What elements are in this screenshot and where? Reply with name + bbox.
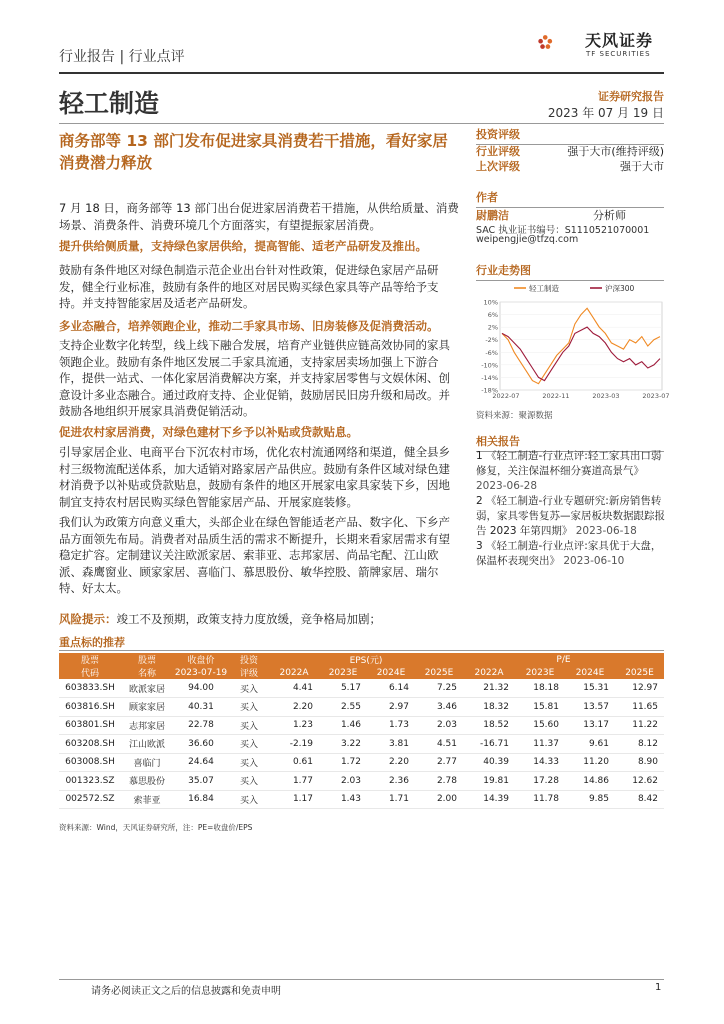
table-row <box>59 772 664 791</box>
logo-english: TF SECURITIES <box>586 50 651 58</box>
chart-series-line <box>502 327 660 381</box>
section-paragraph-1: 鼓励有条件地区对绿色制造示范企业出台针对性政策，促进绿色家居产品研发，健全行业标准，鼓励有条件的地区对居民购买绿色家具等产品等给予支持。并支持智能家居及适老产品研发。 <box>59 263 439 310</box>
table-cell: 11.20 <box>565 753 615 772</box>
chart-source: 资料来源：聚源数据 <box>476 411 553 421</box>
table-cell: 603008.SH <box>59 753 121 772</box>
chart-legend-label: 沪深300 <box>605 284 635 293</box>
table-cell: 2.97 <box>367 698 415 717</box>
chart-y-tick-label: -18% <box>481 386 498 395</box>
table-cell: 603816.SH <box>59 698 121 717</box>
table-cell: 1.71 <box>367 790 415 809</box>
table-cell: 603801.SH <box>59 716 121 735</box>
chart-x-tick-label: 2022-11 <box>542 392 570 400</box>
logo-name: 天风证券 <box>585 31 654 50</box>
th-pe: P/E <box>463 653 664 666</box>
table-cell: 买入 <box>229 790 269 809</box>
chart-x-tick-label: 2023-03 <box>592 392 620 400</box>
related-report-2[interactable] <box>476 494 666 539</box>
chart-y-tick-label: 2% <box>487 323 498 332</box>
chart-y-tick-label: -10% <box>481 361 498 370</box>
table-cell: 顾家家居 <box>121 698 173 717</box>
th-sub-3: 评级 <box>229 666 269 679</box>
report-date: 2023 年 07 月 19 日 <box>547 106 664 120</box>
table-cell: -16.71 <box>463 735 515 754</box>
chart-y-tick-label: -14% <box>481 373 498 382</box>
section-heading-2: 多业态融合，培养领跑企业，推动二手家具市场、旧房装修及促消费活动。 <box>59 319 439 333</box>
tf-logo-icon <box>536 18 586 66</box>
chart-series-line <box>502 308 660 383</box>
th-sub-10: 2024E <box>565 666 615 679</box>
table-cell: 603208.SH <box>59 735 121 754</box>
table-cell: 欧派家居 <box>121 679 173 698</box>
author-row <box>476 207 626 223</box>
table-row <box>59 698 664 717</box>
table-cell: 1.46 <box>319 716 367 735</box>
th-rating: 投资 <box>229 653 269 666</box>
risk-warning <box>59 611 381 627</box>
chart-y-tick-label: -2% <box>485 336 498 345</box>
th-sub-7: 2025E <box>415 666 463 679</box>
footer-divider <box>59 979 664 980</box>
trend-title: 行业走势图 <box>476 262 664 281</box>
table-cell: 16.84 <box>173 790 229 809</box>
table-cell: 买入 <box>229 735 269 754</box>
chart-y-tick-label: 10% <box>483 298 498 307</box>
table-cell: 8.12 <box>615 735 664 754</box>
table-cell: 2.00 <box>415 790 463 809</box>
chart-legend-label: 轻工制造 <box>529 284 559 293</box>
th-sub-1: 名称 <box>121 666 173 679</box>
table-cell: 14.39 <box>463 790 515 809</box>
table-cell: 40.31 <box>173 698 229 717</box>
table-cell: 买入 <box>229 716 269 735</box>
table-cell: 2.77 <box>415 753 463 772</box>
table-cell: 13.57 <box>565 698 615 717</box>
author-title: 作者 <box>476 189 664 208</box>
related-report-3-text: 3 《轻工制造-行业点评:家具优于大盘，保温杯表现突出》 <box>476 540 662 567</box>
section-paragraph-2: 支持企业数字化转型，线上线下融合发展，培育产业链供应链高效协同的家具领跑企业。鼓励有条件地区发展二手家具流通，支持家居卖场加强上下游合作，提供一站式、一体化家居消费解决方案，并支持家居零售与文娱休闲、创意设计多业态融合。通过政府支持、企业促销，鼓励居民旧房升级和局改。并鼓励各地组织开展家具消费促销活动。 <box>59 338 450 418</box>
th-sub-6: 2024E <box>367 666 415 679</box>
table-cell: 1.72 <box>319 753 367 772</box>
author-email[interactable]: weipengjie@tfzq.com <box>476 234 579 245</box>
table-cell: 22.78 <box>173 716 229 735</box>
table-row <box>59 735 664 754</box>
chart-x-tick-label: 2022-07 <box>492 392 520 400</box>
th-sub-8: 2022A <box>463 666 515 679</box>
table-row <box>59 716 664 735</box>
th-stock-code: 股票 <box>59 653 121 666</box>
rating-label: 行业评级 <box>476 145 520 158</box>
chart-y-tick-label: 6% <box>487 311 498 320</box>
table-cell: 35.07 <box>173 772 229 791</box>
table-cell: 志邦家居 <box>121 716 173 735</box>
table-cell: 索菲亚 <box>121 790 173 809</box>
title-divider <box>59 123 664 124</box>
th-stock-name: 股票 <box>121 653 173 666</box>
prev-rating-label: 上次评级 <box>476 160 520 173</box>
table-cell: 21.32 <box>463 679 515 698</box>
section-heading-1: 提升供给侧质量，支持绿色家居供给，提高智能、适老产品研发及推出。 <box>59 239 427 253</box>
report-type: 行业报告 | 行业点评 <box>59 49 185 65</box>
table-row <box>59 679 664 698</box>
table-cell: 11.22 <box>615 716 664 735</box>
rating-title: 投资评级 <box>476 126 664 145</box>
prev-rating-row <box>476 158 664 174</box>
table-cell: 36.60 <box>173 735 229 754</box>
table-cell: 13.17 <box>565 716 615 735</box>
table-cell: 11.78 <box>515 790 565 809</box>
stocks-table <box>59 653 664 809</box>
table-cell: 24.64 <box>173 753 229 772</box>
table-cell: 40.39 <box>463 753 515 772</box>
related-report-1-text: 1 《轻工制造-行业点评:轻工家具出口弱修复，关注保温杯细分赛道高景气》 <box>476 450 662 477</box>
chart-y-tick-label: -6% <box>485 348 498 357</box>
table-cell: 12.97 <box>615 679 664 698</box>
table-cell: 9.85 <box>565 790 615 809</box>
footer-disclaimer: 请务必阅读正文之后的信息披露和免责申明 <box>91 986 281 997</box>
related-report-3[interactable] <box>476 539 666 569</box>
rating-row <box>476 143 664 159</box>
related-report-1[interactable] <box>476 449 666 494</box>
table-cell: 2.03 <box>415 716 463 735</box>
table-cell: 1.77 <box>269 772 319 791</box>
related-report-2-date: 2023-06-18 <box>575 525 637 537</box>
table-cell: 2.20 <box>269 698 319 717</box>
table-cell: 喜临门 <box>121 753 173 772</box>
table-cell: 4.41 <box>269 679 319 698</box>
table-source: 资料来源：Wind，天风证券研究所，注：PE=收盘价/EPS <box>59 823 253 832</box>
related-report-2-text: 2 《轻工制造-行业专题研究:新房销售转弱，家具零售复苏—家居板块数据跟踪报告 2023 年第四期》 <box>476 495 665 537</box>
table-cell: 2.36 <box>367 772 415 791</box>
author-name: 尉鹏洁 <box>476 209 509 222</box>
table-cell: 4.51 <box>415 735 463 754</box>
th-sub-9: 2023E <box>515 666 565 679</box>
table-cell: 1.73 <box>367 716 415 735</box>
table-cell: 18.18 <box>515 679 565 698</box>
table-cell: 001323.SZ <box>59 772 121 791</box>
table-cell: 5.17 <box>319 679 367 698</box>
page-number: 1 <box>655 982 662 993</box>
doc-type: 证券研究报告 <box>598 90 664 103</box>
table-cell: 15.31 <box>565 679 615 698</box>
table-cell: 9.61 <box>565 735 615 754</box>
table-cell: 002572.SZ <box>59 790 121 809</box>
table-cell: 94.00 <box>173 679 229 698</box>
table-row <box>59 753 664 772</box>
table-header-row-top <box>59 653 664 666</box>
rating-value: 强于大市(维持评级) <box>567 145 664 158</box>
header-divider <box>59 72 664 74</box>
table-cell: 8.42 <box>615 790 664 809</box>
risk-label: 风险提示： <box>59 612 117 626</box>
table-cell: 买入 <box>229 679 269 698</box>
table-cell: 15.81 <box>515 698 565 717</box>
chart-x-tick-label: 2023-07 <box>642 392 670 400</box>
table-cell: 2.55 <box>319 698 367 717</box>
industry-title: 轻工制造 <box>59 89 160 118</box>
prev-rating-value: 强于大市 <box>620 160 664 173</box>
table-cell: 19.81 <box>463 772 515 791</box>
stocks-divider <box>59 650 664 651</box>
table-cell: 3.22 <box>319 735 367 754</box>
table-cell: 3.46 <box>415 698 463 717</box>
trend-chart <box>476 278 670 400</box>
table-cell: 1.23 <box>269 716 319 735</box>
table-row <box>59 790 664 809</box>
sac-number: SAC 执业证书编号：S1110521070001 <box>476 225 650 236</box>
table-cell: -2.19 <box>269 735 319 754</box>
table-cell: 12.62 <box>615 772 664 791</box>
table-cell: 14.33 <box>515 753 565 772</box>
th-sub-11: 2025E <box>615 666 664 679</box>
table-cell: 3.81 <box>367 735 415 754</box>
related-report-3-date: 2023-06-10 <box>563 555 625 567</box>
table-cell: 慕思股份 <box>121 772 173 791</box>
table-cell: 买入 <box>229 772 269 791</box>
table-cell: 1.43 <box>319 790 367 809</box>
th-sub-0: 代码 <box>59 666 121 679</box>
table-cell: 18.52 <box>463 716 515 735</box>
table-cell: 6.14 <box>367 679 415 698</box>
th-sub-5: 2023E <box>319 666 367 679</box>
th-sub-2: 2023-07-19 <box>174 667 228 678</box>
intro-paragraph: 7 月 18 日，商务部等 13 部门出台促进家居消费若干措施，从供给质量、消费场景、消费条件、消费环境几个方面落实，有望提振家居消费。 <box>59 201 459 232</box>
th-close: 收盘价 <box>173 653 229 666</box>
table-cell: 买入 <box>229 698 269 717</box>
author-role: 分析师 <box>593 209 626 222</box>
related-report-1-date: 2023-06-28 <box>476 480 538 492</box>
conclusion-paragraph: 我们认为政策方向意义重大，头部企业在绿色智能适老产品、数字化、下乡产品方面领先布局。消费者对品质生活的需求不断提升，长期来看家居需求有望稳定扩容。定制建议关注欧派家居、索菲亚、志邦家居、尚品宅配、江山欧派、森鹰窗业、顾家家居、喜临门、慕思股份、敏华控股、箭牌家居、瑞尔特、好太太。 <box>59 515 450 595</box>
table-cell: 1.17 <box>269 790 319 809</box>
table-cell: 买入 <box>229 753 269 772</box>
table-cell: 2.03 <box>319 772 367 791</box>
table-cell: 江山欧派 <box>121 735 173 754</box>
table-cell: 17.28 <box>515 772 565 791</box>
th-sub-4: 2022A <box>269 666 319 679</box>
table-cell: 7.25 <box>415 679 463 698</box>
table-cell: 14.86 <box>565 772 615 791</box>
table-cell: 2.20 <box>367 753 415 772</box>
th-eps: EPS(元) <box>269 653 463 666</box>
risk-text: 竣工不及预期，政策支持力度放缓，竞争格局加剧； <box>116 612 381 626</box>
table-cell: 15.60 <box>515 716 565 735</box>
related-title: 相关报告 <box>476 433 664 452</box>
stocks-title: 重点标的推荐 <box>59 636 125 649</box>
table-cell: 603833.SH <box>59 679 121 698</box>
table-cell: 11.37 <box>515 735 565 754</box>
table-cell: 0.61 <box>269 753 319 772</box>
section-paragraph-3: 引导家居企业、电商平台下沉农村市场，优化农村流通网络和渠道，健全县乡村三级物流配送体系，加大适销对路家居产品供应。鼓励有条件区域对绿色建材消费予以补贴或贷款贴息，鼓励有条件的地区开展家电家具家装下乡，因地制宜支持农村居民购买绿色智能家居产品、开展家庭装修。 <box>59 445 450 509</box>
table-cell: 8.90 <box>615 753 664 772</box>
table-cell: 2.78 <box>415 772 463 791</box>
table-cell: 11.65 <box>615 698 664 717</box>
table-cell: 18.32 <box>463 698 515 717</box>
headline: 商务部等 13 部门发布促进家具消费若干措施，看好家居消费潜力释放 <box>59 132 448 172</box>
table-header-row-bottom <box>59 666 664 679</box>
section-heading-3: 促进农村家居消费，对绿色建材下乡予以补贴或贷款贴息。 <box>59 425 358 439</box>
